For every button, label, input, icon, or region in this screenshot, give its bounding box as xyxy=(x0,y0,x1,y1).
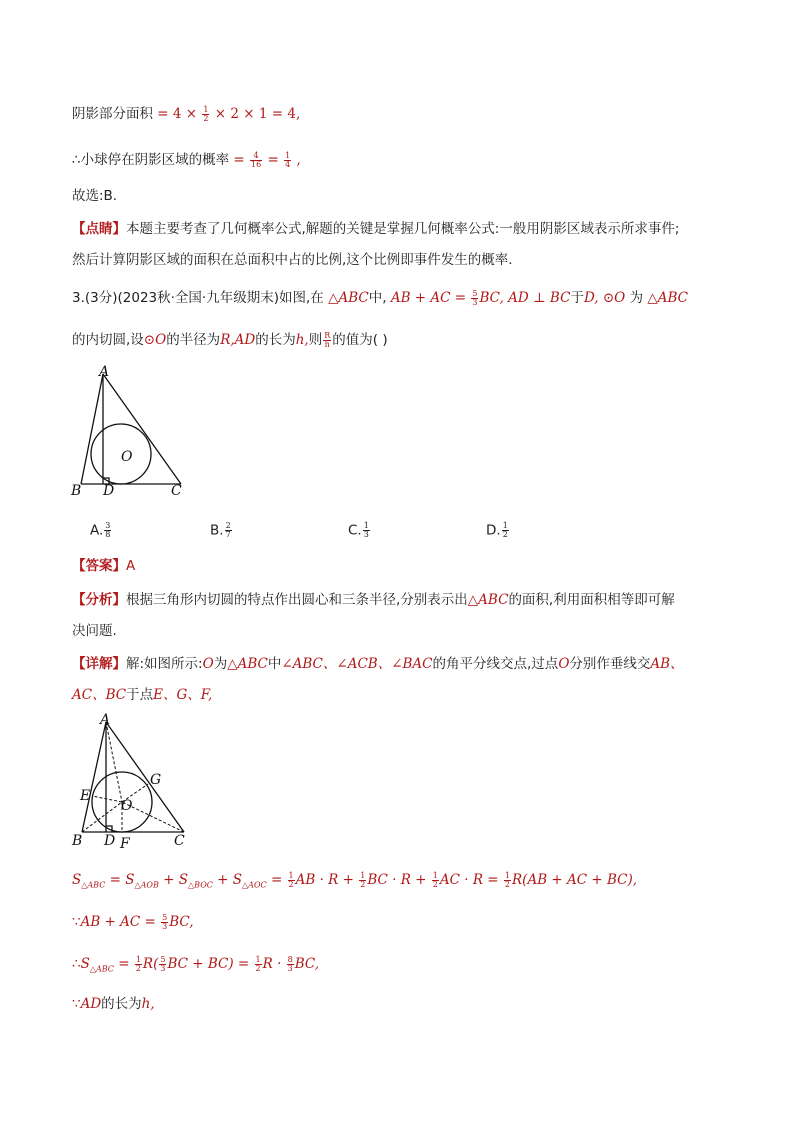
radius-oe xyxy=(92,796,122,802)
label-g: G xyxy=(150,772,162,788)
fraction-half: $\frac{1}{2}$ xyxy=(203,104,209,123)
analysis-line-1: 【分析】根据三角形内切圆的特点作出圆心和三条半径,分别表示出△ABC的面积,利用面积相等即可解 xyxy=(72,592,675,608)
because-sum-line: ∵AB + AC = $\frac{5}{3}$ BC, xyxy=(72,913,194,931)
label-d: D xyxy=(103,483,115,499)
edge-ab xyxy=(82,722,106,832)
fraction-1-4: $\frac{1}{4}$ xyxy=(285,150,291,169)
because-ad-line: ∵AD的长为h, xyxy=(72,996,155,1012)
option-c[interactable]: C. $\frac{1}{3}$ xyxy=(348,521,369,539)
fraction-5-3: $\frac{5}{3}$ xyxy=(472,288,478,307)
choose-line: 故选:B. xyxy=(72,188,118,204)
label-e: E xyxy=(80,788,91,804)
label-o: O xyxy=(121,798,133,814)
label-b: B xyxy=(72,833,83,849)
label-c: C xyxy=(174,833,185,849)
fraction-4-16: $\frac{4}{16}$ xyxy=(251,150,262,169)
label-d: D xyxy=(104,833,116,849)
edge-ac xyxy=(103,374,181,484)
label-b: B xyxy=(71,483,82,499)
comment-line-1: 【点睛】本题主要考查了几何概率公式,解题的关键是掌握几何概率公式:一般用阴影区域表示所求事件; xyxy=(72,221,680,237)
triangle-figure-1 xyxy=(66,362,196,502)
option-d[interactable]: D. $\frac{1}{2}$ xyxy=(486,521,508,539)
question-line-1: 3.(3分)(2023秋·全国·九年级期末)如图,在 △ABC中, AB + AC = $\frac{5}{3}$ BC, AD ⊥ BC于D, ⊙O 为 △ABC xyxy=(72,288,688,307)
edge-ac xyxy=(106,722,184,832)
edge-ab xyxy=(81,374,103,484)
option-b[interactable]: B. $\frac{2}{7}$ xyxy=(210,521,231,539)
label-a: A xyxy=(99,364,110,380)
label-o: O xyxy=(121,449,133,465)
probability-line: ∴小球停在阴影区域的概率 = $\frac{4}{16}$ = $\frac{1}{4}$ , xyxy=(72,150,301,169)
area-equation-line: $S_{\triangle ABC} = S_{\triangle AOB} + S_{\triangle BOC} + S_{\triangle AOC}$ = $\frac{1}{2}$ AB · R + $\frac{1}{2}$ BC · R + $\frac{1}{2}$ AC · R = $\frac{1}{2}$ R(AB + AC + BC), xyxy=(72,871,638,890)
shaded-area-line: 阴影部分面积 = 4 × $\frac{1}{2}$ × 2 × 1 = 4, xyxy=(72,104,301,123)
label-a: A xyxy=(100,712,111,728)
label-f: F xyxy=(120,836,130,852)
option-a[interactable]: A. $\frac{3}{8}$ xyxy=(90,521,111,539)
label-c: C xyxy=(171,483,182,499)
detail-line-1: 【详解】解:如图所示:O为△ABC中∠ABC、∠ACB、∠BAC的角平分线交点,过点O分别作垂线交AB、 xyxy=(72,656,684,672)
analysis-line-2: 决问题. xyxy=(72,623,117,639)
comment-line-2: 然后计算阴影区域的面积在总面积中占的比例,这个比例即事件发生的概率. xyxy=(72,252,513,268)
triangle-figure-2 xyxy=(66,708,196,854)
fraction-r-h: $\frac{R}{h}$ xyxy=(324,330,331,349)
answer-line: 【答案】A xyxy=(72,558,136,574)
question-line-2: 的内切圆,设⊙O的半径为R,AD的长为h,则 $\frac{R}{h}$ 的值为( ) xyxy=(72,330,388,349)
detail-line-2: AC、BC于点E、G、F, xyxy=(72,687,213,703)
therefore-area-line: $\therefore S_{\triangle ABC}$ = $\frac{1}{2}$ R( $\frac{5}{3}$ BC + BC) = $\frac{1}{2}$ R · $\frac{8}{3}$ BC, xyxy=(72,955,320,974)
